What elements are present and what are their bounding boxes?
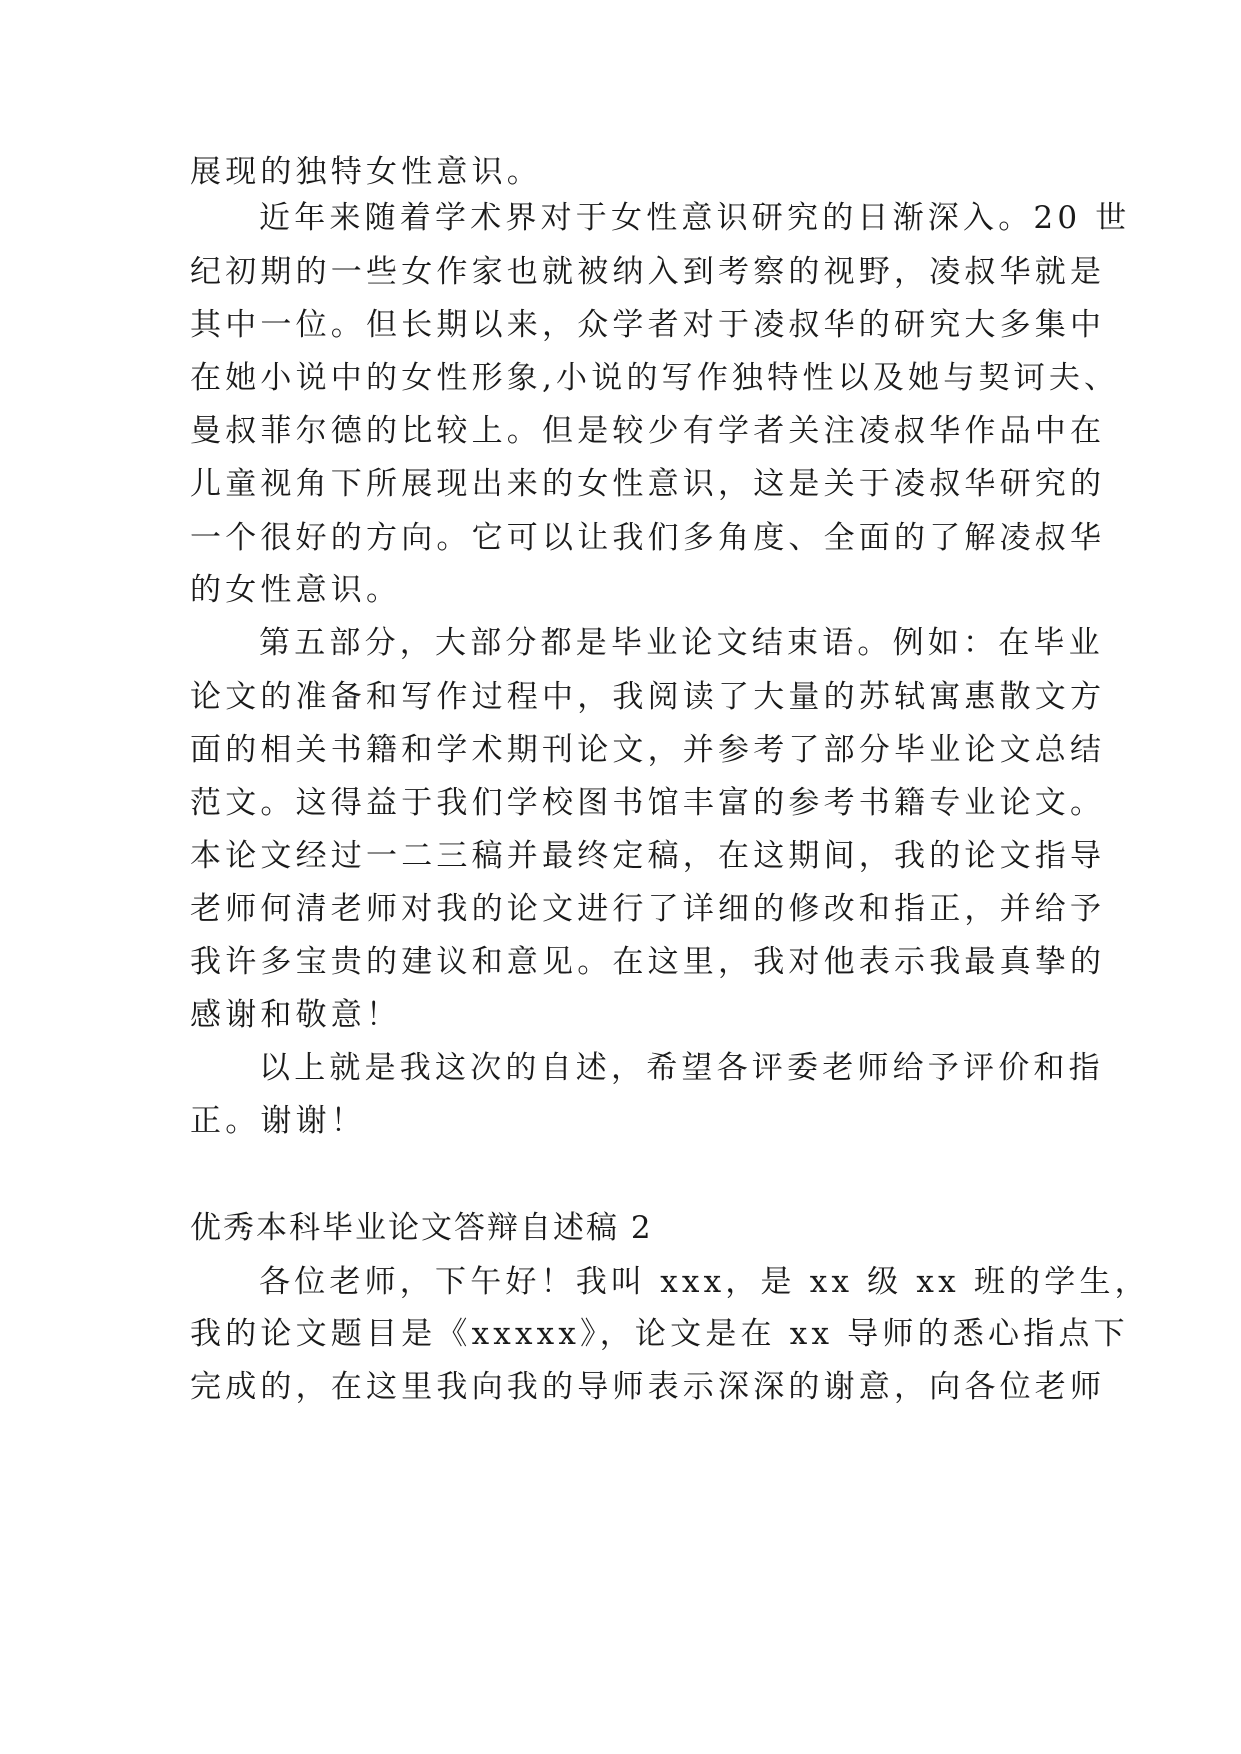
paragraph-line: 范文。这得益于我们学校图书馆丰富的参考书籍专业论文。 xyxy=(190,785,1106,821)
paragraph-line: 论文的准备和写作过程中，我阅读了大量的苏轼寓惠散文方 xyxy=(190,679,1106,715)
paragraph-line: 一个很好的方向。它可以让我们多角度、全面的了解凌叔华 xyxy=(190,520,1106,556)
paragraph-line: 完成的，在这里我向我的导师表示深深的谢意，向各位老师 xyxy=(190,1369,1106,1405)
paragraph-line: 的女性意识。 xyxy=(190,572,402,608)
paragraph-line: 我许多宝贵的建议和意见。在这里，我对他表示我最真挚的 xyxy=(190,944,1106,980)
paragraph-line: 各位老师，下午好！我叫 xxx，是 xx 级 xx 班的学生， xyxy=(259,1264,1150,1300)
paragraph-line: 本论文经过一二三稿并最终定稿，在这期间，我的论文指导 xyxy=(190,838,1106,874)
paragraph-line: 在她小说中的女性形象,小说的写作独特性以及她与契诃夫、 xyxy=(190,360,1120,396)
paragraph-line: 我的论文题目是《xxxxx》，论文是在 xx 导师的悉心指点下 xyxy=(190,1316,1129,1352)
paragraph-line: 其中一位。但长期以来，众学者对于凌叔华的研究大多集中 xyxy=(190,307,1106,343)
paragraph-line: 近年来随着学术界对于女性意识研究的日渐深入。20 世 xyxy=(259,200,1131,236)
paragraph-line: 老师何清老师对我的论文进行了详细的修改和指正，并给予 xyxy=(190,891,1106,927)
paragraph-line: 展现的独特女性意识。 xyxy=(190,154,542,190)
paragraph-line: 正。谢谢！ xyxy=(190,1103,366,1139)
paragraph-line: 儿童视角下所展现出来的女性意识，这是关于凌叔华研究的 xyxy=(190,466,1106,502)
paragraph-line: 面的相关书籍和学术期刊论文，并参考了部分毕业论文总结 xyxy=(190,732,1106,768)
paragraph-line: 感谢和敬意！ xyxy=(190,997,402,1033)
paragraph-line: 第五部分，大部分都是毕业论文结束语。例如：在毕业 xyxy=(259,625,1104,661)
section-heading: 优秀本科毕业论文答辩自述稿 2 xyxy=(190,1210,653,1246)
paragraph-line: 以上就是我这次的自述，希望各评委老师给予评价和指 xyxy=(259,1050,1104,1086)
paragraph-line: 纪初期的一些女作家也就被纳入到考察的视野，凌叔华就是 xyxy=(190,254,1106,290)
paragraph-line: 曼叔菲尔德的比较上。但是较少有学者关注凌叔华作品中在 xyxy=(190,413,1106,449)
